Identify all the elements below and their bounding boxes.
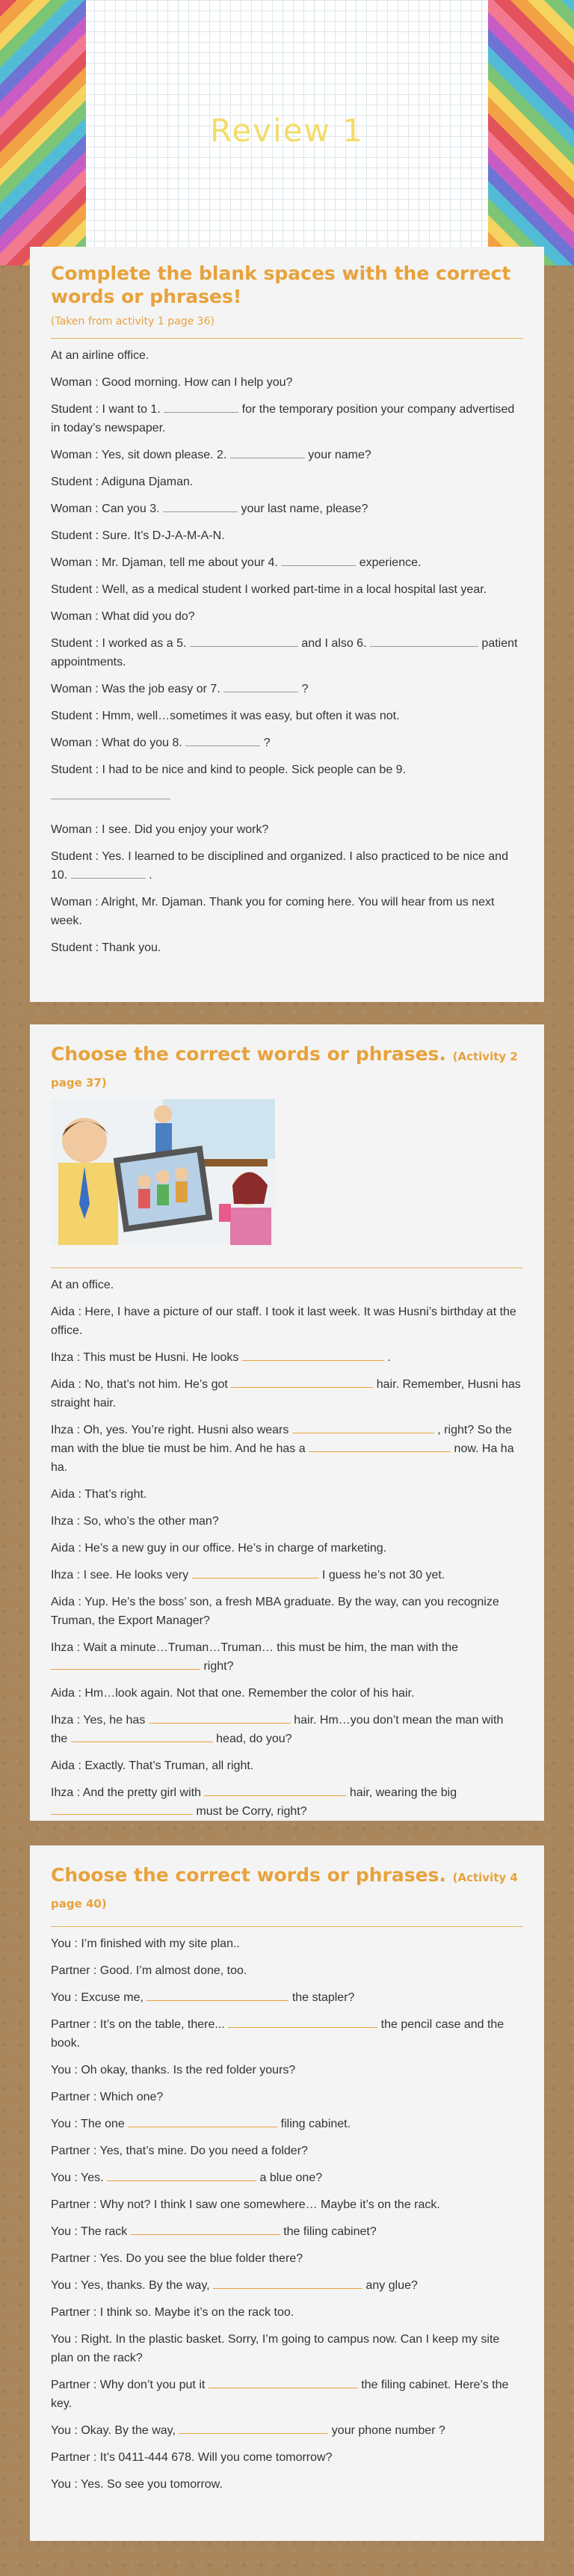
dialogue-line: Woman : Was the job easy or 7. ?: [51, 683, 309, 695]
dialogue-line: At an airline office.: [51, 349, 149, 362]
dialogue-line: You : Yes, thanks. By the way, any glue?: [51, 2279, 418, 2292]
divider: [51, 1926, 523, 1927]
answer-blank[interactable]: [309, 1441, 451, 1452]
dialogue-line: Student : I want to 1. for the temporary position your company advertised in today’s newspaper.: [51, 403, 515, 434]
answer-blank[interactable]: [292, 1422, 434, 1433]
answer-blank[interactable]: [179, 2423, 328, 2434]
dialogue-line: Woman : Mr. Djaman, tell me about your 4. experience.: [51, 556, 422, 569]
dialogue-line: You : The one filing cabinet.: [51, 2118, 351, 2130]
answer-blank[interactable]: [209, 2377, 358, 2388]
dialogue-line: Partner : It’s on the table, there... the pencil case and the book.: [51, 2018, 504, 2050]
dialogue-line: Aida : Yup. He’s the boss’ son, a fresh MBA graduate. By the way, can you recognize Truman, the Export Manager?: [51, 1596, 499, 1627]
dialogue-line: Aida : Here, I have a picture of our staff. I took it last week. It was Husni’s birthday at the office.: [51, 1306, 516, 1337]
dialogue-line: You : Yes. So see you tomorrow.: [51, 2478, 223, 2491]
dialogue-line: Partner : It’s 0411-444 678. Will you come tomorrow?: [51, 2451, 333, 2464]
dialogue-line: Ihza : This must be Husni. He looks .: [51, 1351, 391, 1364]
divider: [51, 1267, 523, 1268]
answer-blank[interactable]: [131, 2224, 280, 2235]
dialogue-line: Aida : He’s a new guy in our office. He’s in charge of marketing.: [51, 1542, 387, 1555]
dialogue-line: Woman : I see. Did you enjoy your work?: [51, 823, 269, 836]
answer-blank-9[interactable]: [51, 788, 170, 799]
answer-blank[interactable]: [149, 1712, 291, 1724]
section-title: Complete the blank spaces with the correct words or phrases!: [51, 262, 511, 307]
section-source-note: (Taken from activity 1 page 36): [51, 316, 215, 328]
answer-blank[interactable]: [228, 2017, 377, 2028]
office-staff-illustration: [51, 1099, 275, 1245]
dialogue-line: Woman : Good morning. How can I help you?: [51, 376, 293, 389]
dialogue-line: You : Oh okay, thanks. Is the red folder yours?: [51, 2064, 296, 2077]
dialogue-line: Student : I had to be nice and kind to people. Sick people can be 9.: [51, 760, 523, 805]
answer-blank-3[interactable]: [163, 501, 238, 512]
header-banner: [0, 0, 574, 265]
dialogue-line: Woman : Can you 3. your last name, please?: [51, 502, 368, 515]
dialogue-line: Woman : What do you 8. ?: [51, 737, 271, 749]
dialogue-line: Ihza : Yes, he has hair. Hm…you don’t mean the man with the head, do you?: [51, 1714, 504, 1745]
dialogue-line: You : Right. In the plastic basket. Sorry, I’m going to campus now. Can I keep my site plan on the rack?: [51, 2333, 500, 2364]
dialogue-line: Aida : No, that’s not him. He’s got hair. Remember, Husni has straight hair.: [51, 1378, 521, 1410]
answer-blank-4[interactable]: [281, 555, 356, 566]
answer-blank-6[interactable]: [370, 636, 478, 647]
dialogue-line: Ihza : So, who’s the other man?: [51, 1515, 219, 1528]
answer-blank[interactable]: [128, 2116, 277, 2127]
dialogue-line: Ihza : I see. He looks very I guess he’s not 30 yet.: [51, 1569, 445, 1581]
dialogue-line: Partner : I think so. Maybe it’s on the rack too.: [51, 2306, 294, 2319]
dialogue-line: Woman : What did you do?: [51, 610, 195, 623]
section-fill-blanks: [30, 247, 544, 1002]
dialogue-line: Ihza : And the pretty girl with hair, wearing the big must be Corry, right?: [51, 1786, 457, 1818]
answer-blank[interactable]: [51, 1659, 200, 1670]
answer-blank[interactable]: [71, 1731, 213, 1742]
dialogue-line: Student : Sure. It’s D-J-A-M-A-N.: [51, 529, 225, 542]
dialogue-line: Student : Hmm, well…sometimes it was easy, but often it was not.: [51, 710, 400, 722]
dialogue-line: Partner : Why not? I think I saw one somewhere… Maybe it’s on the rack.: [51, 2198, 440, 2211]
answer-blank[interactable]: [51, 1804, 193, 1815]
dialogue-line: Partner : Yes, that’s mine. Do you need a folder?: [51, 2145, 308, 2157]
dialogue-line: Ihza : Oh, yes. You’re right. Husni also wears , right? So the man with the blue tie must be him. And he has a now. Ha ha ha.: [51, 1424, 514, 1474]
answer-blank[interactable]: [213, 2278, 362, 2289]
dialogue-line: Partner : Why don’t you put it the filing cabinet. Here’s the key.: [51, 2379, 509, 2410]
answer-blank-10[interactable]: [71, 867, 146, 879]
dialogue-line: Student : Well, as a medical student I worked part-time in a local hospital last year.: [51, 583, 487, 596]
dialogue-line: Student : I worked as a 5. and I also 6. patient appointments.: [51, 637, 518, 668]
dialogue-line: Student : Adiguna Djaman.: [51, 476, 194, 488]
answer-blank[interactable]: [204, 1785, 346, 1796]
dialogue-line: Aida : Exactly. That’s Truman, all right.: [51, 1759, 254, 1772]
page-title: Review 1: [210, 112, 364, 149]
answer-blank-2[interactable]: [230, 447, 305, 458]
dialogue-line: Aida : That’s right.: [51, 1488, 147, 1501]
section-choose-words-2: [30, 1845, 544, 2541]
answer-blank[interactable]: [231, 1377, 373, 1388]
dialogue-line: You : I’m finished with my site plan..: [51, 1937, 240, 1950]
answer-blank[interactable]: [192, 1567, 319, 1579]
dialogue-line: Partner : Good. I’m almost done, too.: [51, 1964, 247, 1977]
dialogue-line: Partner : Which one?: [51, 2091, 164, 2103]
answer-blank[interactable]: [107, 2170, 256, 2181]
dialogue-line: Student : Yes. I learned to be disciplined and organized. I also practiced to be nice and 10. .: [51, 850, 508, 882]
dialogue-line: Student : Thank you.: [51, 941, 161, 954]
answer-blank-8[interactable]: [185, 735, 260, 746]
section-title: Choose the correct words or phrases. (Activity 4 page 40): [51, 1864, 518, 1911]
answer-blank-7[interactable]: [223, 681, 298, 692]
answer-blank-1[interactable]: [164, 402, 238, 413]
dialogue-line: Woman : Alright, Mr. Djaman. Thank you for coming here. You will hear from us next week.: [51, 896, 495, 927]
answer-blank[interactable]: [242, 1350, 384, 1361]
section-title: Choose the correct words or phrases. (Activity 2 page 37): [51, 1043, 518, 1089]
dialogue-line: Aida : Hm…look again. Not that one. Remember the color of his hair.: [51, 1687, 415, 1700]
answer-blank-5[interactable]: [190, 636, 298, 647]
dialogue-line: You : Okay. By the way, your phone number ?: [51, 2424, 445, 2437]
dialogue-line: You : The rack the filing cabinet?: [51, 2225, 377, 2238]
dialogue-line: Ihza : Wait a minute…Truman…Truman… this must be him, the man with the right?: [51, 1641, 459, 1673]
dialogue-line: Partner : Yes. Do you see the blue folder there?: [51, 2252, 303, 2265]
dialogue-line: You : Excuse me, the stapler?: [51, 1991, 355, 2004]
dialogue-line: You : Yes. a blue one?: [51, 2171, 323, 2184]
divider: [51, 338, 523, 339]
dialogue-line: At an office.: [51, 1279, 114, 1291]
answer-blank[interactable]: [146, 1990, 288, 2001]
section-choose-words-1: [30, 1024, 544, 1821]
dialogue-line: Woman : Yes, sit down please. 2. your name?: [51, 449, 371, 461]
